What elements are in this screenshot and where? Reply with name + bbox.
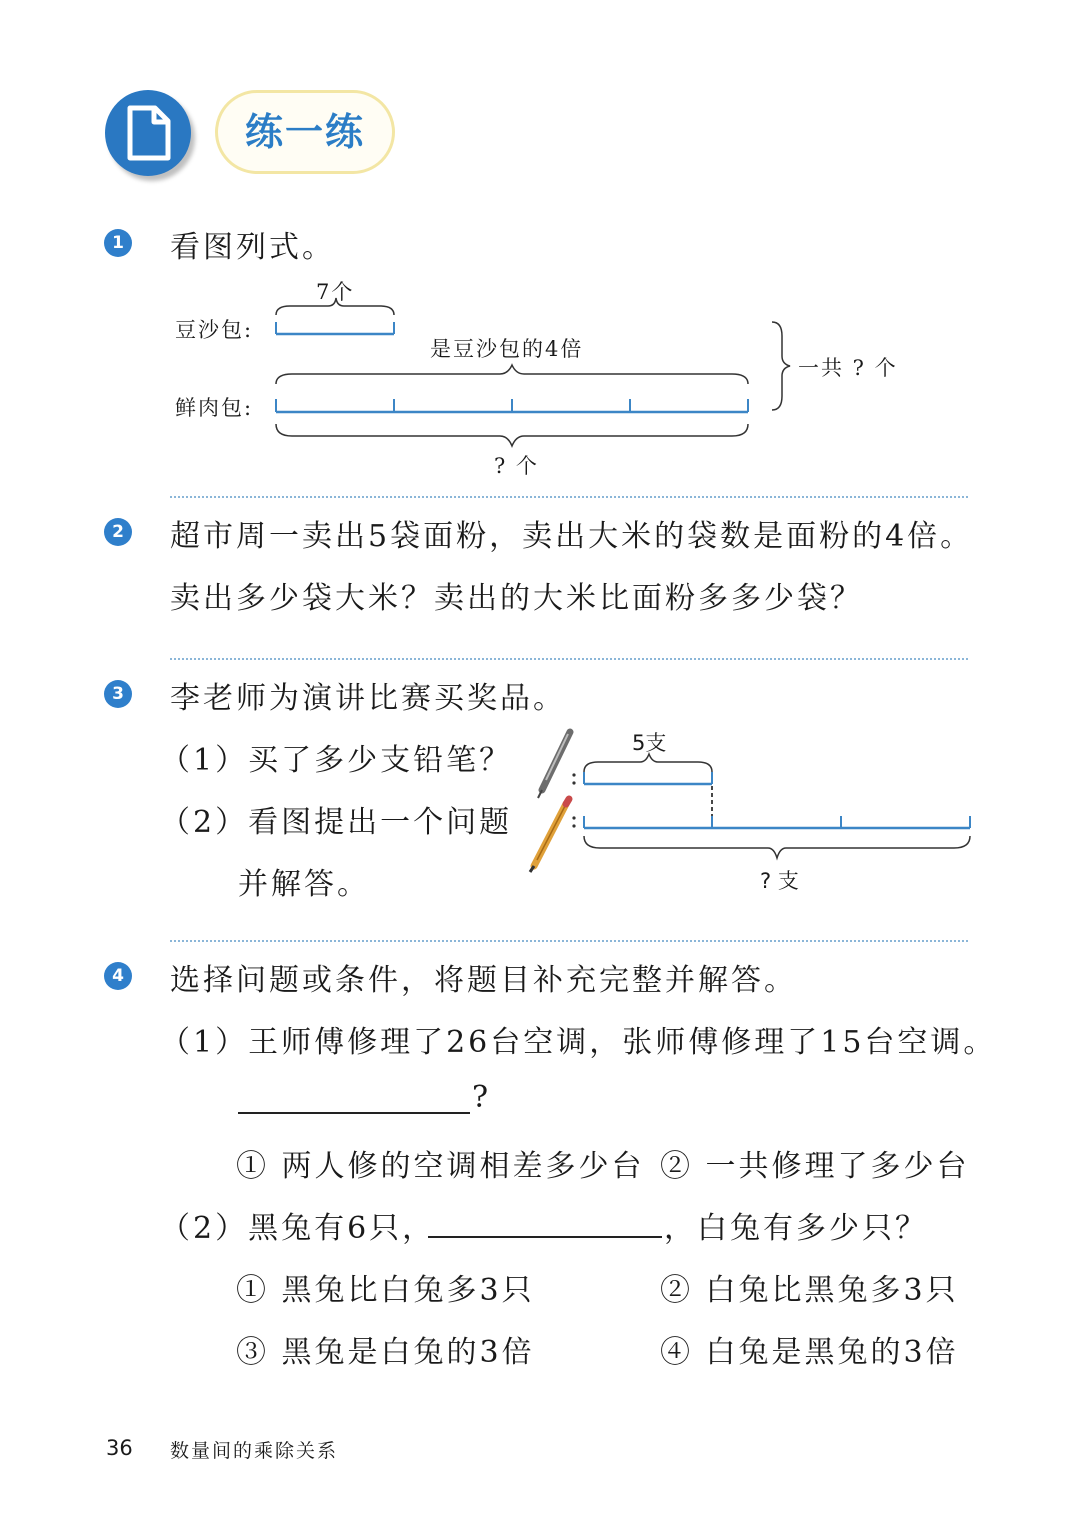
- option-4[interactable]: ④ 白兔是黑兔的3倍: [660, 1335, 959, 1370]
- bean-bun-count: 7个: [316, 280, 355, 304]
- question-3-sub2-line2: 并解答。: [238, 867, 370, 902]
- brace-top: [276, 298, 394, 315]
- label-meat-bun: 鲜肉包:: [175, 396, 254, 420]
- question-number-badge: 2: [104, 518, 132, 546]
- chapter-title: 数量间的乘除关系: [170, 1440, 339, 1462]
- question-4-part1-text: （1）王师傅修理了26台空调，张师傅修理了15台空调。: [160, 1025, 997, 1060]
- question-3-sub1: （1）买了多少支铅笔？: [160, 743, 513, 778]
- question-3-text: 李老师为演讲比赛买奖品。: [170, 681, 566, 716]
- question-number-badge: 4: [104, 962, 132, 990]
- option-2[interactable]: ② 白兔比黑兔多3只: [660, 1273, 959, 1308]
- question-4-part2-suffix: ，白兔有多少只？: [664, 1211, 928, 1246]
- page-number: 36: [106, 1436, 133, 1460]
- brace-total: [772, 322, 790, 410]
- pen-count: 5支: [632, 731, 667, 755]
- divider: [170, 940, 968, 942]
- divider: [170, 496, 968, 498]
- question-number-badge: 1: [104, 229, 132, 257]
- brace-pen: [584, 754, 712, 772]
- total-label: 一共 ? 个: [798, 356, 898, 380]
- option-2[interactable]: ② 一共修理了多少台: [660, 1149, 970, 1184]
- pencil-icon: [530, 799, 569, 872]
- label-bean-bun: 豆沙包:: [175, 318, 254, 342]
- question-3-sub2-line1: （2）看图提出一个问题: [160, 805, 513, 840]
- brace-times: [276, 365, 748, 384]
- section-title: 练一练: [244, 109, 365, 154]
- question-3-diagram: [520, 720, 980, 900]
- pencil-question: ? 支: [760, 869, 799, 893]
- question-1-diagram: [0, 0, 1080, 520]
- blank-suffix: ?: [472, 1080, 492, 1115]
- divider: [170, 658, 968, 660]
- question-1-text: 看图列式。: [170, 230, 335, 265]
- brace-pencil: [584, 836, 970, 858]
- question-2-line2: 卖出多少袋大米？卖出的大米比面粉多多少袋？: [170, 581, 863, 616]
- option-3[interactable]: ③ 黑兔是白兔的3倍: [236, 1335, 535, 1370]
- brace-bottom: [276, 424, 748, 446]
- question-4-text: 选择问题或条件，将题目补充完整并解答。: [170, 963, 797, 998]
- answer-blank[interactable]: [238, 1112, 470, 1114]
- question-number-badge: 3: [104, 680, 132, 708]
- times-label: 是豆沙包的4倍: [430, 337, 584, 361]
- option-1[interactable]: ① 两人修的空调相差多少台: [236, 1149, 645, 1184]
- option-1[interactable]: ① 黑兔比白兔多3只: [236, 1273, 535, 1308]
- answer-blank[interactable]: [428, 1236, 662, 1238]
- question-4-part2-prefix: （2）黑兔有6只，: [160, 1211, 436, 1246]
- pen-icon: [538, 732, 570, 798]
- meat-bun-question: ? 个: [494, 454, 539, 478]
- question-2-line1: 超市周一卖出5袋面粉，卖出大米的袋数是面粉的4倍。: [170, 519, 974, 554]
